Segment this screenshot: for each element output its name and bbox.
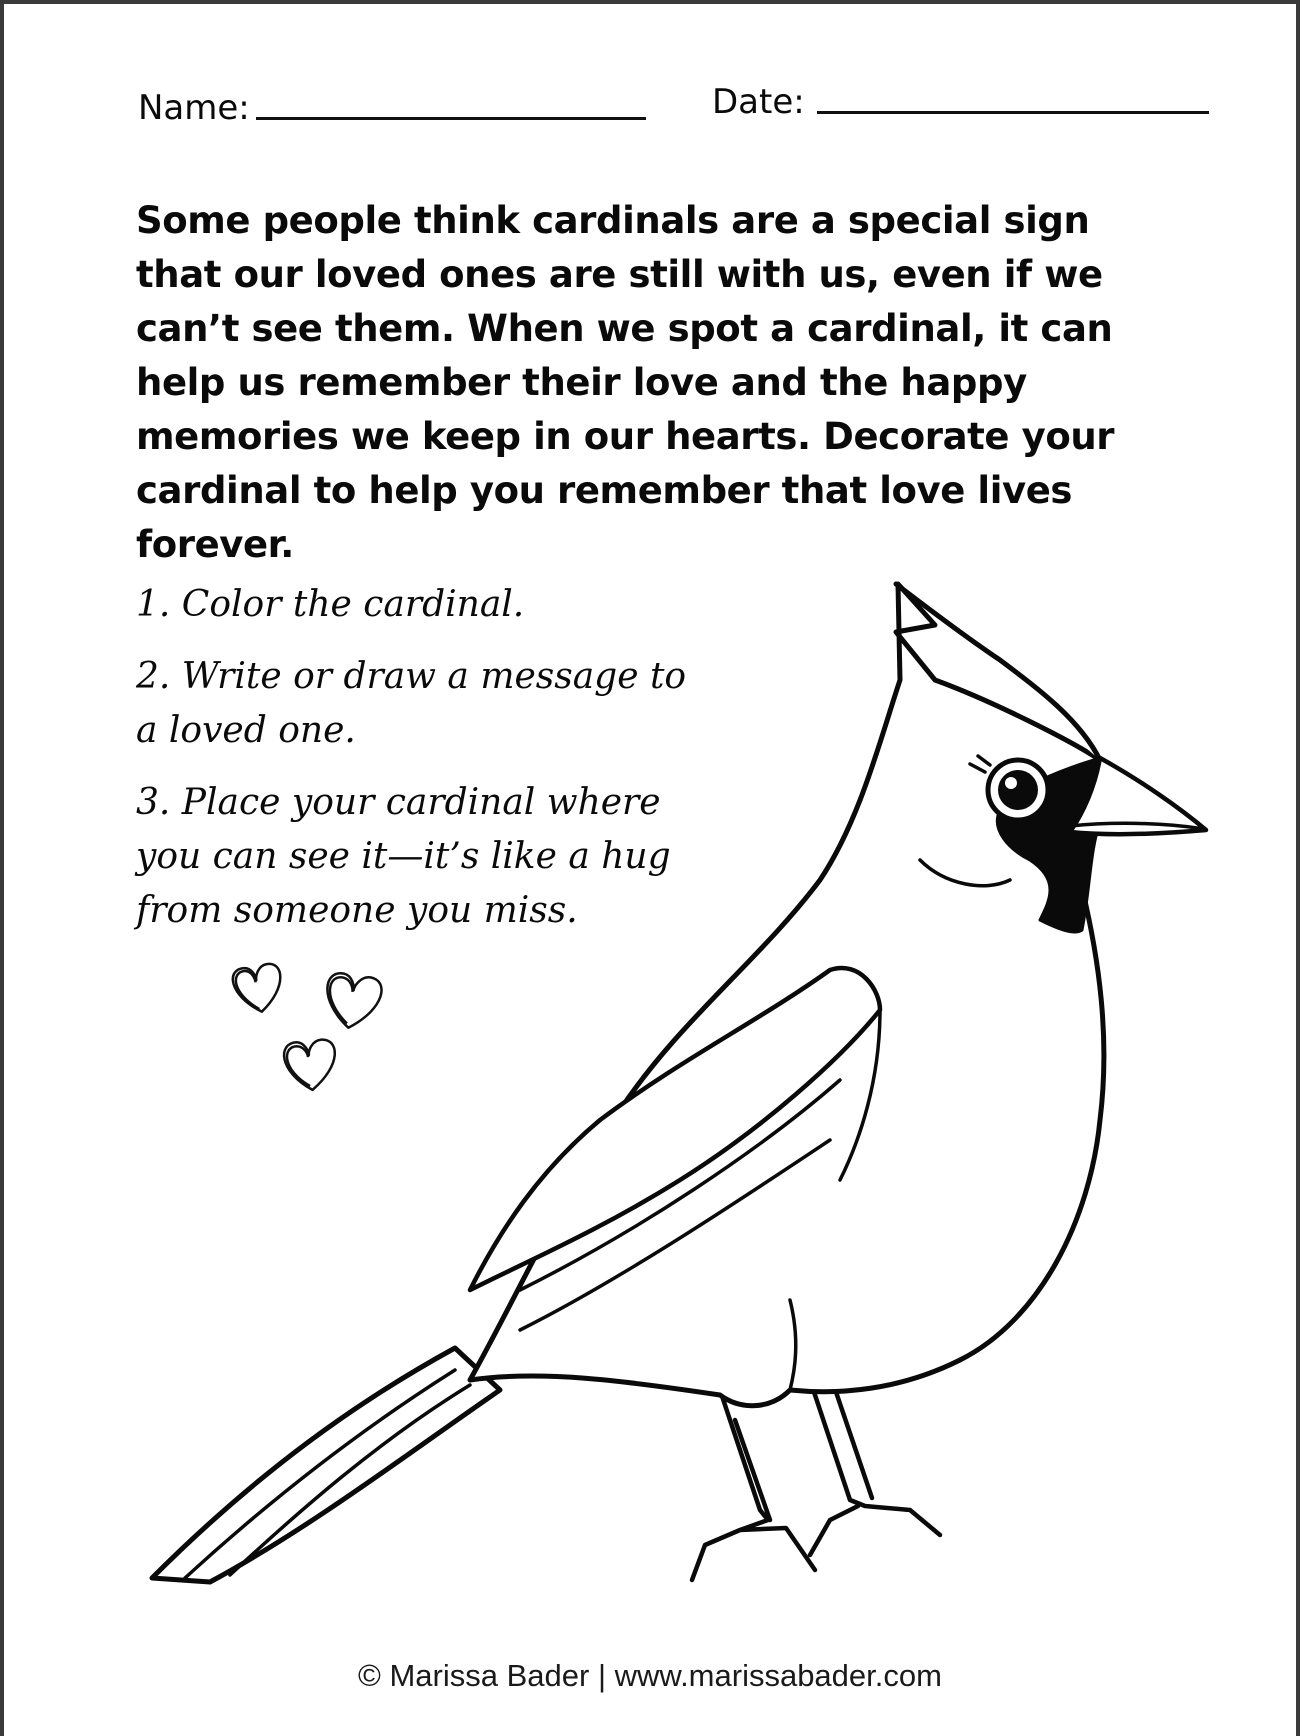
- instruction-step: 2. Write or draw a message to a loved one.: [136, 656, 687, 751]
- cardinal-eye-highlight: [1005, 777, 1017, 789]
- date-label: Date:: [712, 82, 805, 122]
- cardinal-leg: [810, 1380, 940, 1555]
- heart-icon: [283, 1038, 339, 1092]
- intro-paragraph: Some people think cardinals are a special sign that our loved ones are still with us, even if we can’t see them. When we spot a cardinal, it can help us remember their love and the happy memories we keep in our hearts. Decorate your cardinal to help you remember that love lives forever.: [136, 199, 1115, 566]
- name-label: Name:: [138, 88, 250, 128]
- cardinal-pupil: [998, 770, 1038, 810]
- cardinal-illustration: [152, 584, 1206, 1582]
- cardinal-tail: [152, 1348, 500, 1582]
- cardinal-leg: [692, 1390, 815, 1580]
- heart-icon: [322, 972, 383, 1032]
- cardinal-body: [470, 584, 1104, 1406]
- instruction-step: 3. Place your cardinal where you can see it—it’s like a hug from someone you miss.: [136, 782, 671, 931]
- instruction-step: 1. Color the cardinal.: [136, 584, 525, 625]
- hearts-group: [231, 962, 383, 1092]
- heart-icon: [231, 962, 286, 1016]
- copyright-footer: © Marissa Bader | www.marissabader.com: [358, 1658, 942, 1693]
